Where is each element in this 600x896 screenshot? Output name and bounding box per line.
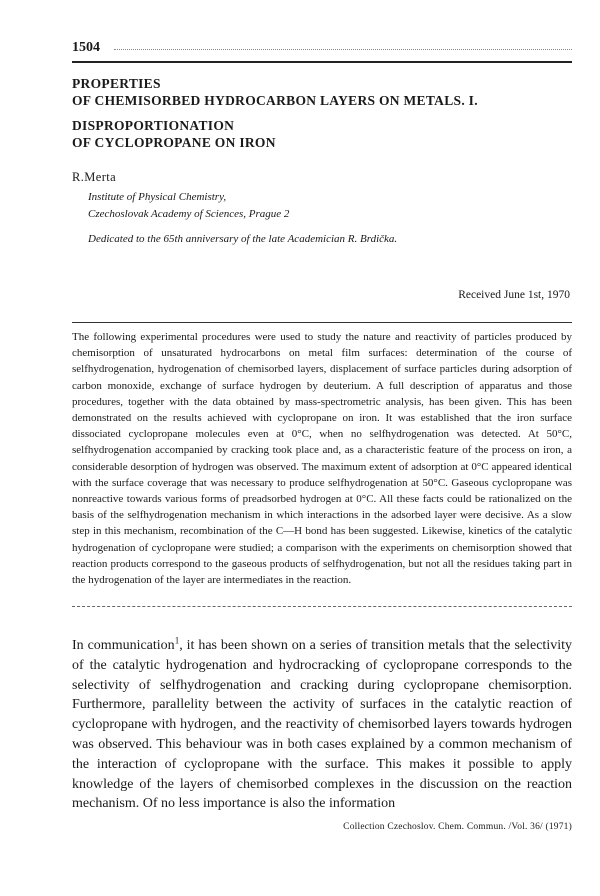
received-date: Received June 1st, 1970 — [458, 289, 570, 301]
affiliation-line-2: Czechoslovak Academy of Sciences, Prague 2 — [88, 208, 290, 220]
journal-footer: Collection Czechoslov. Chem. Commun. /Vol. 36/ (1971) — [343, 822, 572, 832]
reference-marker: 1 — [174, 635, 180, 646]
body-paragraph — [72, 636, 572, 814]
affiliation-line-1: Institute of Physical Chemistry, — [88, 191, 227, 203]
header-rule — [72, 61, 572, 63]
body-text-start: In communication — [72, 638, 175, 653]
article-subtitle-line-1: DISPROPORTIONATION — [72, 118, 235, 133]
body-text-rest: , it has been shown on a series of transition metals that the selectivity of the catalytic hydrogenation and hydrocracking of cyclopropane corresponds to the selectivity of selfhydrogenation and cracking during cyclopropane chemisorption. Furthermore, parallelity between the activity of surfaces in the catalytic reaction of cyclopropane with hydrogen, and the reactivity of chemisorbed layers towards hydrogen was observed. This behaviour was in both cases explained by a common mechanism of the interaction of cyclopropane with the surface. This makes it possible to apply knowledge of the layers of chemisorbed complexes in the discussion on the reaction mechanism. Of no less importance is also the information — [72, 638, 572, 812]
abstract-top-rule — [72, 322, 572, 323]
page-number: 1504 — [72, 40, 100, 55]
abstract-bottom-rule — [72, 606, 572, 607]
article-title-line-2: OF CHEMISORBED HYDROCARBON LAYERS ON METALS. I. — [72, 93, 478, 108]
dedication: Dedicated to the 65th anniversary of the late Academician R. Brdička. — [88, 233, 398, 245]
author-name: R.Merta — [72, 170, 117, 184]
article-subtitle-line-2: OF CYCLOPROPANE ON IRON — [72, 135, 276, 150]
article-title-line-1: PROPERTIES — [72, 76, 161, 91]
abstract: The following experimental procedures were used to study the nature and reactivity of particles produced by chemisorption of unsaturated hydrocarbons on metal film surfaces: determination of the course of selfhydrogenation, hydrogenation of chemisorbed layers, displacement of surface particles during adsorption of carbon monoxide, exchange of surface hydrogen by deuterium. A full description of apparatus and those procedures, together with the data obtained by mass-spectrometric analysis, has been given. This has been demonstrated on the results achieved with cyclopropane on iron. It was established that the iron surface dissociated cyclopropane molecules even at 0°C, when no selfhydrogenation was detected. At 50°C, selfhydrogenation accompanied by cracking took place and, as a characteristic feature of the process on iron, a considerable desorption of hydrogen was observed. The maximum extent of adsorption at 0°C appeared identical with the surface coverage that was necessary to produce selfhydrogenation at 50°C. Gaseous cyclopropane was nonreactive towards various forms of preadsorbed hydrogen at 0°C. All these facts could be rationalized on the basis of the selfhydrogenation mechanism in which interactions in the adsorbed layer were decisive. As a slow step in this mechanism, recombination of the C—H bond has been suggested. Likewise, kinetics of the catalytic hydrogenation of cyclopropane were studied; a comparison with the experiments on chemisorption showed that reaction products correspond to the gaseous products of selfhydrogenation, but not all the residues taking part in the hydrogenation of the layer are intermediates in the reaction. — [72, 331, 572, 587]
header-dotted-rule — [114, 49, 572, 50]
